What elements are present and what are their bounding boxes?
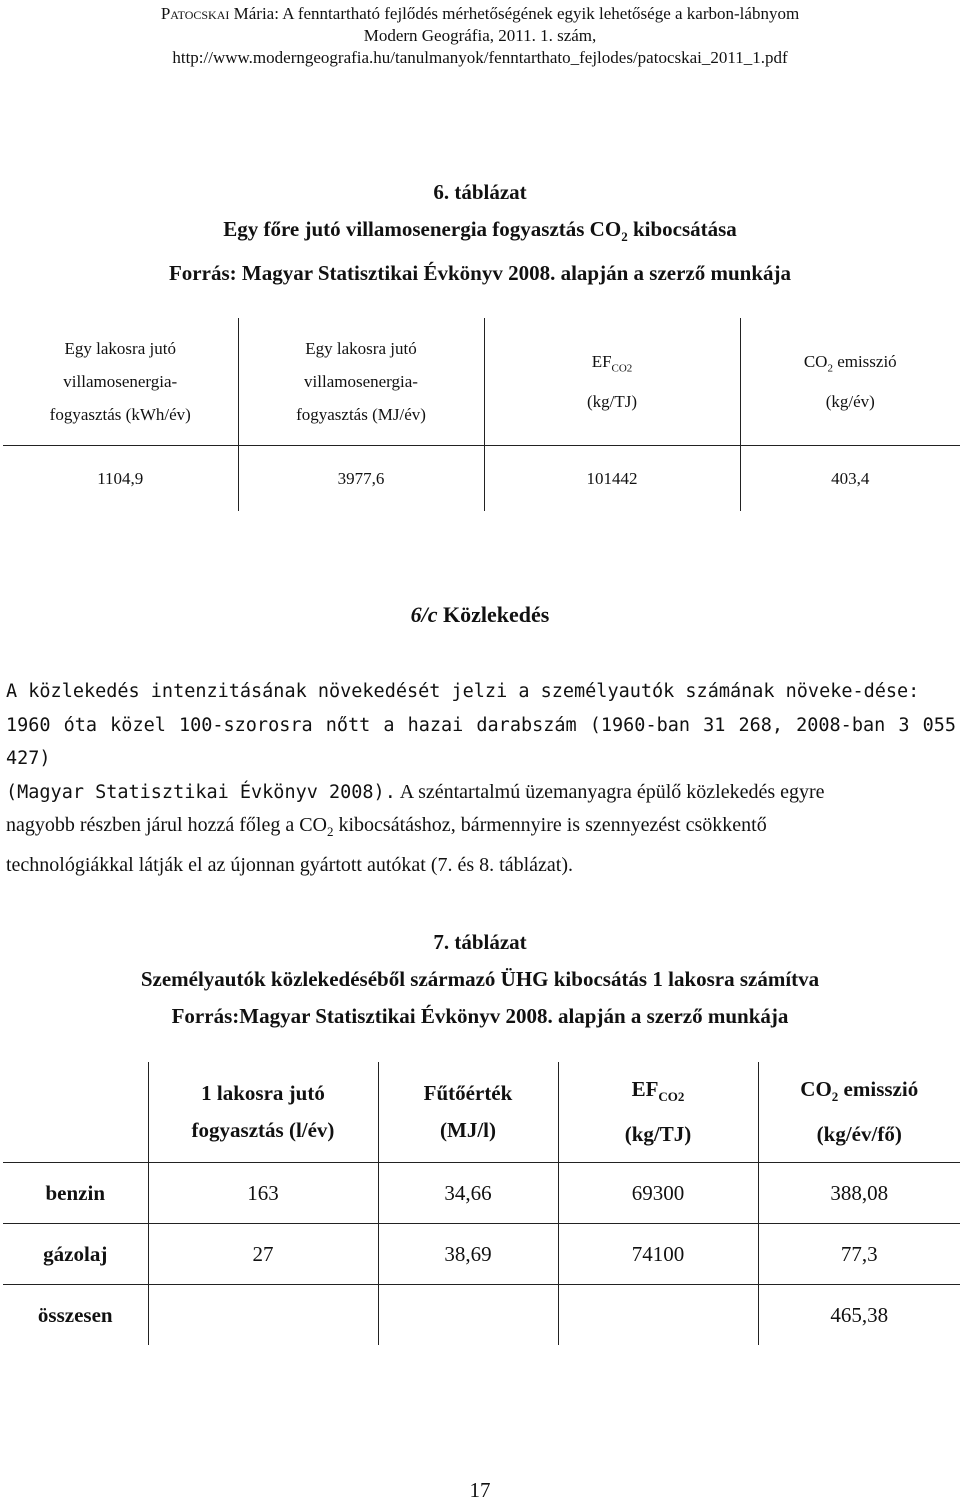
table6-header-mj — [238, 318, 484, 445]
co2-label: CO — [803, 351, 828, 371]
header-title: Mária: A fenntartható fejlődés mérhetőségének egyik lehetősége a karbon-lábnyom — [229, 4, 800, 23]
table6-value-row — [3, 446, 960, 512]
ef-sub: CO2 — [658, 1089, 685, 1105]
co2-label: CO — [800, 1077, 832, 1102]
cell-consumption — [148, 1285, 378, 1346]
running-header — [0, 3, 960, 69]
paragraph-line — [6, 776, 956, 810]
table-row — [3, 1163, 960, 1224]
table6-title-sub: 2 — [621, 229, 628, 245]
header-line — [741, 345, 960, 385]
header-journal: Modern Geográfia, 2011. 1. szám, — [363, 26, 597, 45]
cell-co2: 388,08 — [758, 1163, 960, 1224]
header-line: villamosenergia- — [304, 372, 418, 391]
header-line: fogyasztás (kWh/év) — [49, 405, 191, 424]
section-number: 6/c — [410, 602, 438, 627]
table6-value-ef: 101442 — [484, 446, 740, 512]
table7-caption — [0, 924, 960, 1035]
header-line: (kg/év) — [825, 392, 875, 412]
co2-label-rest: emisszió — [832, 351, 897, 371]
paragraph-line: technológiákkal látják el az újonnan gyártott autókat (7. és 8. táblázat). — [6, 853, 574, 876]
header-line: (kg/TJ) — [586, 392, 638, 412]
header-line: Egy lakosra jutó — [64, 339, 176, 358]
table7-title: Személyautók közlekedéséből származó ÜHG kibocsátás 1 lakosra számítva — [140, 967, 820, 991]
table7-header-row — [3, 1062, 960, 1163]
table6-value-mj: 3977,6 — [238, 446, 484, 512]
paragraph-span: kibocsátáshoz, bármennyire is szennyezést csökkentő — [333, 814, 767, 836]
table6-header-ef — [484, 318, 740, 445]
ef-label: EF — [591, 351, 612, 371]
table-row — [3, 1285, 960, 1346]
co2-sub: 2 — [831, 1089, 839, 1105]
row-label: összesen — [3, 1285, 148, 1346]
paragraph-line: 1960 óta közel 100-szorosra nőtt a hazai darabszám (1960-ban 31 268, 2008-ban 3 055 427) — [6, 714, 956, 769]
header-line: fogyasztás (l/év) — [191, 1118, 335, 1142]
header-line: fogyasztás (MJ/év) — [296, 405, 426, 424]
cell-ef — [558, 1285, 758, 1346]
section-title — [0, 602, 960, 628]
table6-value-kwh: 1104,9 — [97, 468, 144, 488]
table6-caption — [0, 174, 960, 292]
paragraph-line: A közlekedés intenzitásának növekedését jelzi a személyautók számának növeke-dése: — [6, 681, 920, 702]
paragraph-span: nagyobb részben járul hozzá főleg a CO — [6, 814, 327, 836]
header-author: Patocskai — [160, 4, 230, 23]
table7 — [3, 1062, 960, 1345]
paragraph-line — [6, 809, 956, 849]
table7-header-co2 — [758, 1062, 960, 1163]
ef-label: EF — [631, 1077, 659, 1102]
row-label: gázolaj — [3, 1224, 148, 1285]
header-line: 1 lakosra jutó — [201, 1081, 325, 1105]
table6-header-row — [3, 318, 960, 445]
header-line — [559, 1071, 758, 1115]
co2-label-rest: emisszió — [838, 1077, 919, 1102]
table6-title — [0, 211, 960, 255]
table6-source: Forrás: Magyar Statisztikai Évkönyv 2008. alapján a szerző munkája — [168, 261, 791, 286]
table7-source: Forrás:Magyar Statisztikai Évkönyv 2008. alapján a szerző munkája — [171, 1004, 789, 1028]
header-line — [485, 345, 740, 385]
cell-ef: 69300 — [558, 1163, 758, 1224]
table7-header-heating — [378, 1062, 558, 1163]
cell-consumption: 163 — [148, 1163, 378, 1224]
header-url: http://www.moderngeografia.hu/tanulmanyok/fenntarthato_fejlodes/patocskai_2011_1.pdf — [172, 48, 788, 67]
table7-header-empty — [3, 1062, 148, 1163]
paragraph-span: (Magyar Statisztikai Évkönyv 2008). — [6, 781, 396, 803]
cell-co2: 77,3 — [758, 1224, 960, 1285]
header-line: Fűtőérték — [423, 1081, 513, 1105]
ef-sub: CO2 — [611, 362, 633, 375]
header-line: Egy lakosra jutó — [305, 339, 417, 358]
table6 — [3, 318, 960, 511]
table6-title-text: Egy főre jutó villamosenergia fogyasztás CO — [223, 217, 622, 241]
header-line: villamosenergia- — [63, 372, 178, 391]
page-number: 17 — [469, 1478, 491, 1502]
table7-header-ef — [558, 1062, 758, 1163]
body-paragraph — [6, 675, 956, 882]
header-title-line — [0, 3, 960, 25]
row-label: benzin — [3, 1163, 148, 1224]
paragraph-span: A széntartalmú üzemanyagra épülő közlekedés egyre — [395, 780, 825, 803]
cell-heating — [378, 1285, 558, 1346]
table6-value-co2: 403,4 — [740, 446, 960, 512]
cell-consumption: 27 — [148, 1224, 378, 1285]
header-line — [759, 1071, 960, 1115]
paragraph-sub: 2 — [327, 824, 334, 839]
header-line: (MJ/l) — [440, 1118, 496, 1142]
cell-ef: 74100 — [558, 1224, 758, 1285]
table-row — [3, 1224, 960, 1285]
table6-header-kwh — [3, 318, 238, 445]
section-name: Közlekedés — [437, 602, 550, 627]
co2-sub: 2 — [827, 362, 833, 375]
cell-co2: 465,38 — [758, 1285, 960, 1346]
table6-header-co2 — [740, 318, 960, 445]
cell-heating: 38,69 — [378, 1224, 558, 1285]
table6-title-text-end: kibocsátása — [627, 217, 737, 241]
table7-number: 7. táblázat — [433, 930, 527, 954]
header-line: (kg/év/fő) — [816, 1121, 902, 1146]
table6-number: 6. táblázat — [433, 180, 527, 204]
table7-header-consumption — [148, 1062, 378, 1163]
header-line: (kg/TJ) — [624, 1121, 692, 1146]
cell-heating: 34,66 — [378, 1163, 558, 1224]
